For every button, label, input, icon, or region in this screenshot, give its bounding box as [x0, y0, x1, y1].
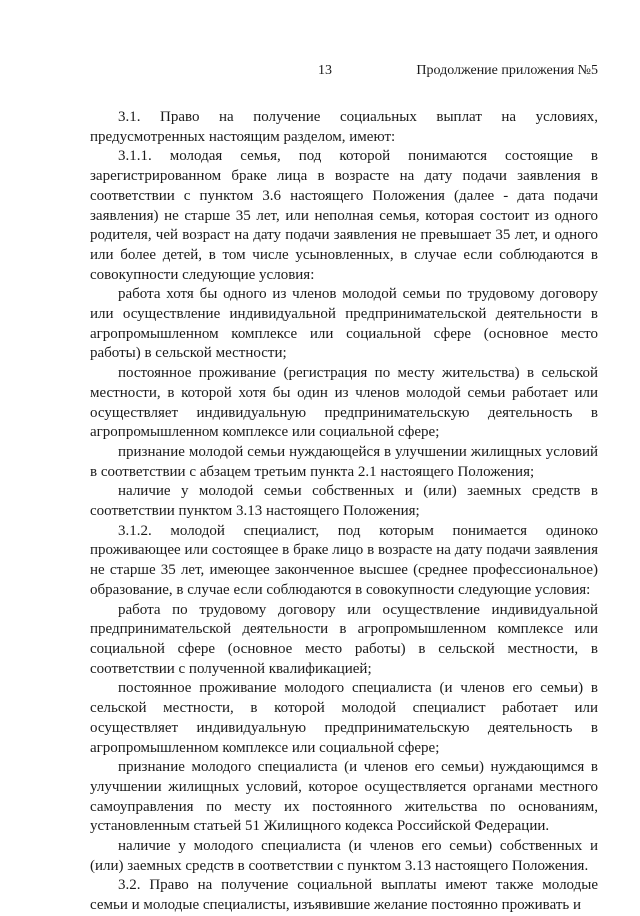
paragraph-3-1-1: 3.1.1. молодая семья, под которой понимаются состоящие в зарегистрированном браке лица в возрасте на дату подачи заявления в соответствии с пунктом 3.6 настоящего Положения (далее - дата подачи заявления) не старше 35 лет, или неполная семья, которая состоит из одного родителя, чей возраст на дату подачи заявления не превышает 35 лет, и одного или более детей, в том числе усыновленных, в случае если соблюдаются в совокупности следующие условия:: [90, 148, 598, 283]
condition-own-funds: наличие у молодой семьи собственных и (или) заемных средств в соответствии пунктом 3.13 настоящего Положения;: [90, 483, 598, 520]
page-number: 13: [318, 63, 332, 78]
specialist-condition-housing-need: признание молодого специалиста (и членов его семьи) нуждающимся в улучшении жилищных условий, которое осуществляется органами местного самоуправления по месту их постоянного жительства по основаниям, установленным статьей 51 Жилищного кодекса Российской Федерации.: [90, 759, 598, 835]
condition-work: работа хотя бы одного из членов молодой семьи по трудовому договору или осуществление индивидуальной предпринимательской деятельности в агропромышленном комплексе или социальной сфере (основное место работы) в сельской местности;: [90, 286, 598, 362]
paragraph-3-1-2: 3.1.2. молодой специалист, под которым понимается одиноко проживающее или состоящее в браке лицо в возрасте на дату подачи заявления не старше 35 лет, имеющее законченное высшее (среднее профессиональное) образование, в случае если соблюдаются в совокупности следующие условия:: [90, 522, 598, 598]
specialist-condition-residence: постоянное проживание молодого специалиста (и членов его семьи) в сельской местности, в которой молодой специалист работает или осуществляет индивидуальную предпринимательскую деятельность в агропромышленном комплексе или социальной сфере;: [90, 680, 598, 756]
condition-residence: постоянное проживание (регистрация по месту жительства) в сельской местности, в которой хотя бы один из членов молодой семьи работает или осуществляет индивидуальную предпринимательскую деятельность в агропромышленном комплексе или социальной сфере;: [90, 365, 598, 441]
document-body: [90, 108, 598, 916]
specialist-condition-work: работа по трудовому договору или осуществление индивидуальной предпринимательской деятельности в агропромышленном комплексе или социальной сфере (основное место работы) в сельской местности, в соответствии с полученной квалификацией;: [90, 601, 598, 677]
paragraph-3-2: 3.2. Право на получение социальной выплаты имеют также молодые семьи и молодые специалисты, изъявившие желание постоянно проживать и: [90, 877, 598, 914]
specialist-condition-own-funds: наличие у молодого специалиста (и членов его семьи) собственных и (или) заемных средств в соответствии с пунктом 3.13 настоящего Положения.: [90, 838, 598, 874]
appendix-continuation-note: Продолжение приложения №5: [416, 63, 598, 78]
condition-housing-need: признание молодой семьи нуждающейся в улучшении жилищных условий в соответствии с абзацем третьим пункта 2.1 настоящего Положения;: [90, 443, 598, 480]
paragraph-3-1: 3.1. Право на получение социальных выплат на условиях, предусмотренных настоящим разделом, имеют:: [90, 109, 598, 145]
